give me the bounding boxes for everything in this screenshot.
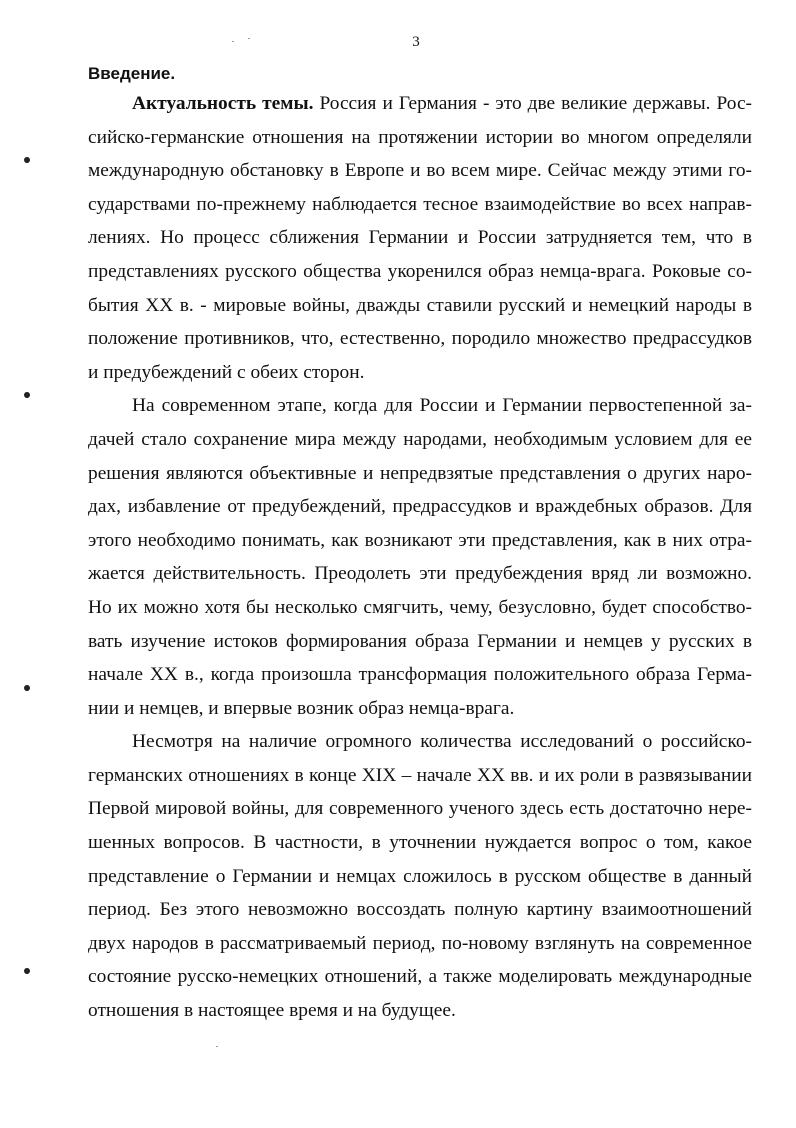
text-line: [88, 87, 752, 121]
text-line: этого необходимо понимать, как возникают эти представления, как в них отра-: [88, 529, 752, 551]
text-line: нии и немцев, и впервые возник образ немца-врага.: [88, 697, 515, 719]
text-line: вать изучение истоков формирования образа Германии и немцев у русских в: [88, 630, 752, 652]
text-line: международную обстановку в Европе и во всем мире. Сейчас между этими го-: [88, 160, 752, 182]
text-line: отношения в настоящее время и на будущее.: [88, 1000, 456, 1022]
scan-speck: [216, 1046, 218, 1047]
scan-mark: [23, 156, 31, 164]
text-line: представление о Германии и немцах сложилось в русском обществе в данный: [88, 865, 752, 887]
text-line: жается действительность. Преодолеть эти предубеждения вряд ли возможно.: [88, 563, 752, 585]
text-line: двух народов в рассматриваемый период, по-новому взглянуть на современное: [88, 932, 752, 954]
paragraph-research: [88, 725, 752, 1027]
document-body: [88, 87, 752, 1028]
text-line: период. Без этого невозможно воссоздать полную картину взаимоотношений: [88, 899, 752, 921]
text-line: представлениях русского общества укоренился образ немца-врага. Роковые со-: [88, 260, 752, 282]
text-line: сударствами по-прежнему наблюдается тесное взаимодействие во всех направ-: [88, 193, 752, 215]
text-line: положение противников, что, естественно, породило множество предрассудков: [88, 328, 752, 350]
text-line: германских отношениях в конце XIX – начале XX вв. и их роли в развязывании: [88, 764, 752, 786]
text-line: Первой мировой войны, для современного ученого здесь есть достаточно нере-: [88, 798, 752, 820]
text-line: состояние русско-немецких отношений, а также моделировать международные: [88, 966, 752, 988]
text-line: дачей стало сохранение мира между народами, необходимым условием для ее: [88, 428, 752, 450]
scan-speck: [248, 38, 250, 39]
text-line: сийско-германские отношения на протяжении истории во многом определяли: [88, 126, 752, 148]
scan-mark: [23, 967, 31, 975]
paragraph-lead: Актуальность темы.: [132, 93, 314, 114]
text-line: бытия XX в. - мировые войны, дважды ставили русский и немецкий народы в: [88, 294, 752, 316]
scan-mark: [23, 391, 31, 399]
text-line: На современном этапе, когда для России и Германии первостепенной за-: [132, 395, 752, 417]
text-line: решения являются объективные и непредвзятые представления о других наро-: [88, 462, 752, 484]
text-line: Несмотря на наличие огромного количества исследований о российско-: [132, 731, 752, 753]
text-line: лениях. Но процесс сближения Германии и России затрудняется тем, что в: [88, 227, 752, 249]
text-fragment: Россия и Германия - это две великие державы. Рос-: [313, 93, 753, 114]
text-line: шенных вопросов. В частности, в уточнении нуждается вопрос о том, какое: [88, 832, 752, 854]
scan-mark: [23, 684, 31, 692]
page-number: 3: [412, 34, 420, 50]
text-line: и предубеждений с обеих сторон.: [88, 361, 365, 383]
text-line: дах, избавление от предубеждений, предрассудков и враждебных образов. Для: [88, 496, 752, 518]
paragraph-relevance: [88, 87, 752, 389]
paragraph-modern-stage: [88, 389, 752, 725]
section-heading: Введение.: [88, 64, 176, 83]
scan-speck: [232, 41, 234, 42]
text-line: Но их можно хотя бы несколько смягчить, чему, безусловно, будет способство-: [88, 596, 752, 618]
text-line: начале XX в., когда произошла трансформация положительного образа Герма-: [88, 664, 752, 686]
